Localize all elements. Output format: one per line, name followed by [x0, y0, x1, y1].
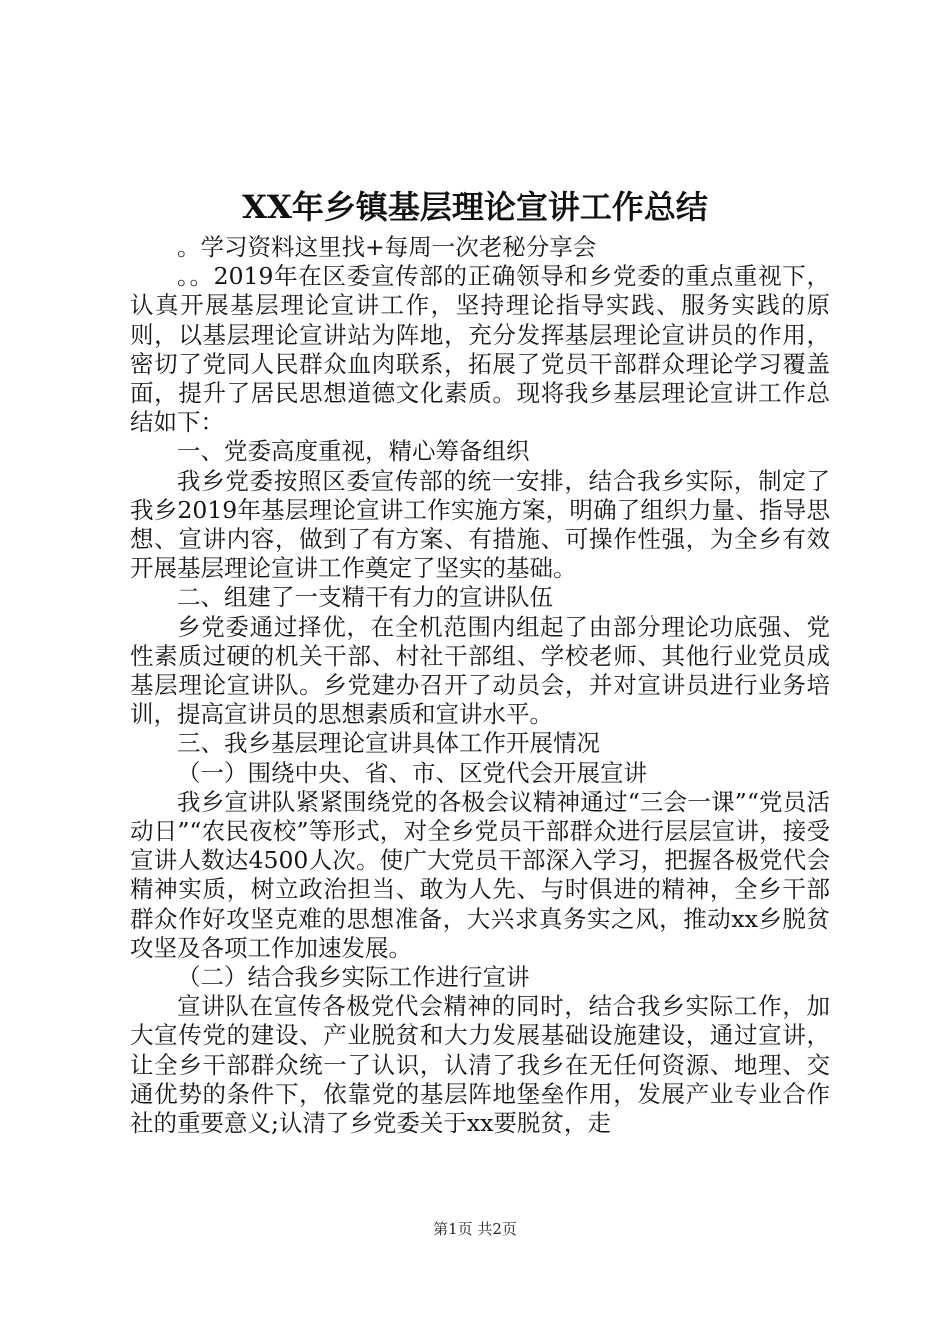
paragraph-section-2: 乡党委通过择优，在全机范围内组起了由部分理论功底强、党性素质过硬的机关干部、村社干部组、学校老师、其他行业党员成基层理论宣讲队。乡党建办召开了动员会，并对宣讲员进行业务培训，提高宣讲员的思想素质和宣讲水平。 [130, 612, 830, 729]
paragraph-intro-note: 。学习资料这里找+每周一次老秘分享会 [177, 233, 597, 261]
subsection-heading-2: （二）结合我乡实际工作进行宣讲 [177, 963, 530, 992]
document-body [130, 233, 830, 1138]
section-heading-1: 一、党委高度重视，精心筹备组织 [177, 437, 530, 466]
paragraph-subsection-2: 宣讲队在宣传各极党代会精神的同时，结合我乡实际工作，加大宣传党的建设、产业脱贫和大力发展基础设施建设，通过宣讲，让全乡干部群众统一了认识，认清了我乡在无任何资源、地理、交通优势的条件下，依靠党的基层阵地堡垒作用，发展产业专业合作社的重要意义;认清了乡党委关于xx要脱贫，走 [130, 992, 830, 1138]
section-heading-3: 三、我乡基层理论宣讲具体工作开展情况 [177, 729, 600, 758]
document-title: XX年乡镇基层理论宣讲工作总结 [242, 188, 708, 226]
page-number-footer: 第1页 共2页 [433, 1220, 517, 1238]
subsection-heading-1: （一）围绕中央、省、市、区党代会开展宣讲 [177, 758, 647, 787]
section-heading-2: 二、组建了一支精干有力的宣讲队伍 [177, 583, 553, 612]
paragraph-overview: 。。2019年在区委宣传部的正确领导和乡党委的重点重视下，认真开展基层理论宣讲工作，坚持理论指导实践、服务实践的原则，以基层理论宣讲站为阵地，充分发挥基层理论宣讲员的作用，密切了党同人民群众血肉联系，拓展了党员干部群众理论学习覆盖面，提升了居民思想道德文化素质。现将我乡基层理论宣讲工作总结如下： [130, 262, 830, 437]
paragraph-subsection-1: 我乡宣讲队紧紧围绕党的各极会议精神通过“三会一课”“党员活动日”“农民夜校”等形式，对全乡党员干部群众进行层层宣讲，接受宣讲人数达4500人次。使广大党员干部深入学习，把握各极党代会精神实质，树立政治担当、敢为人先、与时俱进的精神，全乡干部群众作好攻坚克难的思想准备，大兴求真务实之风，推动xx乡脱贫攻坚及各项工作加速发展。 [130, 787, 830, 962]
paragraph-section-1: 我乡党委按照区委宣传部的统一安排，结合我乡实际，制定了我乡2019年基层理论宣讲工作实施方案，明确了组织力量、指导思想、宣讲内容，做到了有方案、有措施、可操作性强，为全乡有效开展基层理论宣讲工作奠定了坚实的基础。 [130, 466, 830, 583]
